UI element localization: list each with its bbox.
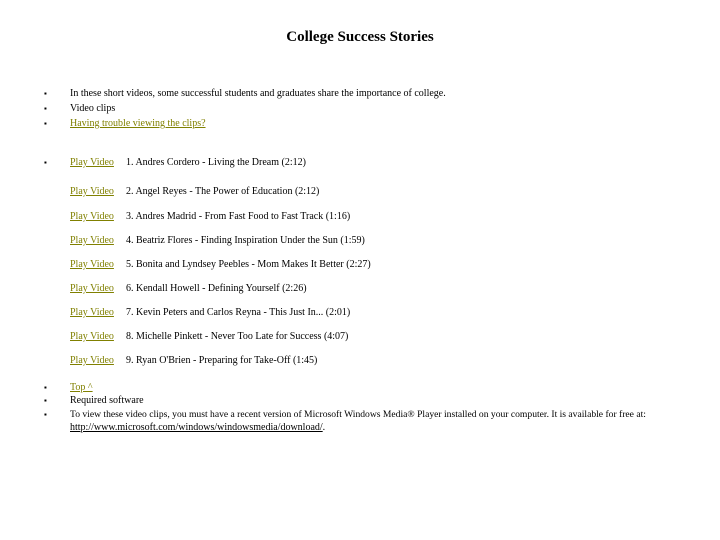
video-title: 2. Angel Reyes - The Power of Education (2:12)	[126, 186, 320, 197]
video-title: 6. Kendall Howell - Defining Yourself (2:26)	[126, 283, 307, 294]
page-title: College Success Stories	[286, 29, 434, 45]
video-title: 8. Michelle Pinkett - Never Too Late for Success (4:07)	[126, 331, 349, 342]
play-video-link[interactable]: Play Video	[70, 331, 114, 342]
download-url-link[interactable]: http://www.microsoft.com/windows/windowsmedia/download/	[70, 422, 323, 433]
download-url-line	[70, 422, 325, 434]
video-row	[70, 307, 350, 319]
video-title: 9. Ryan O'Brien - Preparing for Take-Off (1:45)	[126, 355, 318, 366]
play-video-link[interactable]: Play Video	[70, 307, 114, 318]
trouble-viewing-link[interactable]	[70, 118, 206, 130]
video-row	[70, 211, 350, 223]
play-video-link[interactable]: Play Video	[70, 186, 114, 197]
video-row	[70, 235, 365, 247]
video-title: 1. Andres Cordero - Living the Dream (2:12)	[126, 157, 306, 168]
bullet-icon: ▪	[44, 104, 47, 113]
video-title: 3. Andres Madrid - From Fast Food to Fast Track (1:16)	[126, 211, 351, 222]
bullet-icon: ▪	[44, 158, 47, 167]
top-link[interactable]	[70, 382, 93, 394]
play-video-link[interactable]: Play Video	[70, 211, 114, 222]
bullet-icon: ▪	[44, 383, 47, 392]
play-video-link[interactable]: Play Video	[70, 259, 114, 270]
video-row	[70, 331, 348, 343]
video-row	[70, 355, 317, 367]
top-link-text[interactable]: Top ^	[70, 382, 93, 393]
play-video-link[interactable]: Play Video	[70, 157, 114, 168]
video-row	[70, 283, 307, 295]
video-row	[70, 259, 371, 271]
video-row	[70, 157, 306, 169]
required-software-heading: Required software	[70, 395, 144, 406]
play-video-link[interactable]: Play Video	[70, 355, 114, 366]
trouble-viewing-link-text[interactable]: Having trouble viewing the clips?	[70, 118, 206, 129]
bullet-icon: ▪	[44, 410, 47, 419]
bullet-icon: ▪	[44, 396, 47, 405]
url-suffix: .	[322, 422, 326, 433]
video-title: 5. Bonita and Lyndsey Peebles - Mom Makes It Better (2:27)	[126, 259, 371, 270]
video-row	[70, 186, 319, 198]
play-video-link[interactable]: Play Video	[70, 235, 114, 246]
play-video-link[interactable]: Play Video	[70, 283, 114, 294]
video-title: 4. Beatriz Flores - Finding Inspiration Under the Sun (1:59)	[126, 235, 365, 246]
bullet-icon: ▪	[44, 89, 47, 98]
video-title: 7. Kevin Peters and Carlos Reyna - This Just In... (2:01)	[126, 307, 351, 318]
bullet-icon: ▪	[44, 119, 47, 128]
requirement-text: To view these video clips, you must have a recent version of Microsoft Windows Media® Player installed on your computer. It is available for free at:	[70, 409, 646, 420]
intro-description: In these short videos, some successful students and graduates share the importance of college.	[70, 88, 446, 99]
video-clips-heading: Video clips	[70, 103, 116, 114]
